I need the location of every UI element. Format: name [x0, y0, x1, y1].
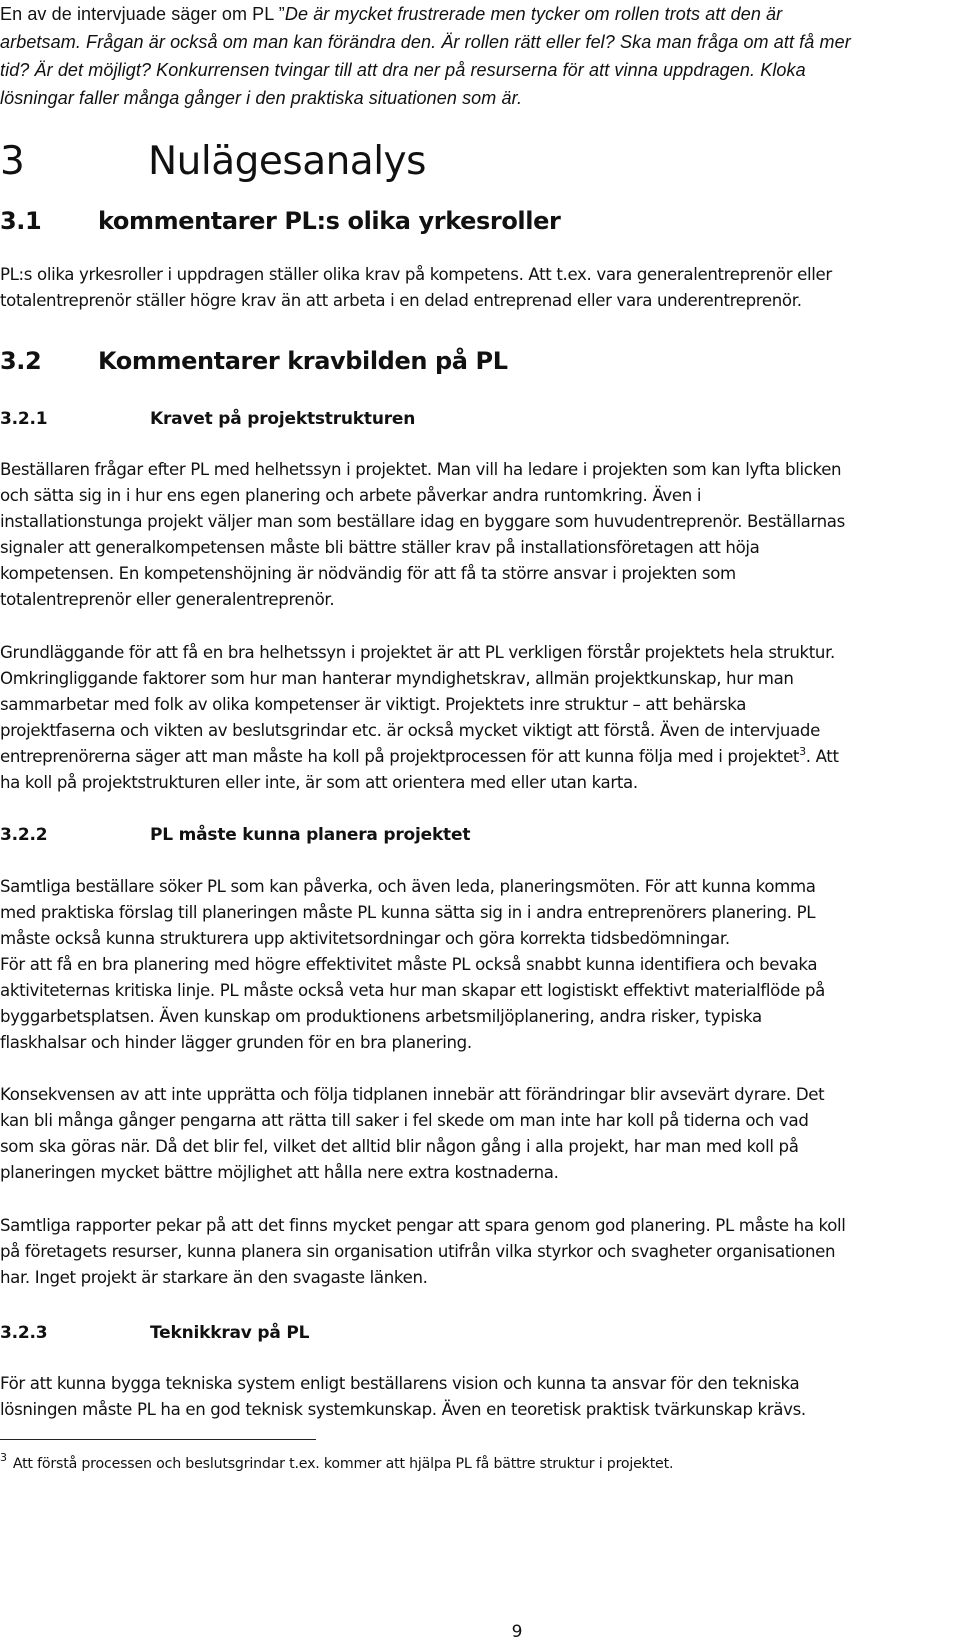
text-line: aktiviteternas kritiska linje. PL måste också veta hur man skapar ett logistiskt effektivt materialflöde på — [0, 981, 825, 1000]
text-line: med praktiska förslag till planeringen måste PL kunna sätta sig in i andra entreprenörers planering. PL — [0, 903, 816, 922]
text-line: projektfaserna och vikten av beslutsgrindar etc. är också mycket viktigt att förstå. Även de intervjuade — [0, 721, 820, 740]
footnote-mark: 3 — [0, 1451, 7, 1464]
subsection-title: PL måste kunna planera projektet — [150, 825, 471, 845]
chapter-title: Nulägesanalys — [148, 139, 426, 184]
text-line: totalentreprenör eller generalentreprenör. — [0, 590, 335, 609]
text-line: Konsekvensen av att inte upprätta och följa tidplanen innebär att förändringar blir avsevärt dyrare. Det — [0, 1085, 825, 1104]
quote-line: lösningar faller många gånger i den praktiska situationen som är. — [0, 88, 523, 108]
text-line: kompetensen. En kompetenshöjning är nödvändig för att få ta större ansvar i projekten som — [0, 564, 736, 583]
chapter-number: 3 — [0, 139, 25, 184]
section-3-2-3-paragraph-1 — [0, 1371, 958, 1423]
footnote-text: Att förstå processen och beslutsgrindar t.ex. kommer att hjälpa PL få bättre struktur i projektet. — [12, 1456, 674, 1472]
text-line: ha koll på projektstrukturen eller inte, är som att orientera med eller utan karta. — [0, 773, 638, 792]
subsection-number: 3.2.1 — [0, 409, 48, 429]
subsection-title: Teknikkrav på PL — [150, 1323, 310, 1343]
text-line: lösningen måste PL ha en god teknisk systemkunskap. Även en teoretisk praktisk tvärkunskap krävs. — [0, 1400, 806, 1419]
text-line: och sätta sig in i hur ens egen planering och arbete påverkar andra runtomkring. Även i — [0, 486, 702, 505]
subsection-heading-3-2-3 — [0, 1320, 940, 1346]
text-segment: . Att — [805, 747, 839, 766]
footnote — [0, 1453, 958, 1475]
text-line: Omkringliggande faktorer som hur man hanterar myndighetskrav, allmän projektkunskap, hur man — [0, 669, 794, 688]
section-heading-3-1 — [0, 204, 940, 238]
subsection-heading-3-2-2 — [0, 822, 940, 848]
section-3-2-2-paragraph-1 — [0, 874, 958, 1056]
text-line: För att kunna bygga tekniska system enligt beställarens vision och kunna ta ansvar för den tekniska — [0, 1374, 800, 1393]
subsection-number: 3.2.2 — [0, 825, 48, 845]
section-3-2-2-paragraph-2 — [0, 1082, 958, 1186]
text-line: signaler att generalkompetensen måste bli bättre ställer krav på installationsföretagen att höja — [0, 538, 760, 557]
quote-line: De är mycket frustrerade men tycker om rollen trots att den är — [284, 4, 783, 24]
section-title: Kommentarer kravbilden på PL — [98, 347, 508, 375]
section-title: kommentarer PL:s olika yrkesroller — [98, 207, 561, 235]
text-line: Beställaren frågar efter PL med helhetssyn i projektet. Man vill ha ledare i projekten som kan lyfta blicken — [0, 460, 842, 479]
page-number: 9 — [511, 1622, 523, 1642]
subsection-title: Kravet på projektstrukturen — [150, 409, 416, 429]
text-line: Samtliga rapporter pekar på att det finns mycket pengar att spara genom god planering. PL måste ha koll — [0, 1216, 846, 1235]
quote-line: arbetsam. Frågan är också om man kan förändra den. Är rollen rätt eller fel? Ska man fråga om att få mer — [0, 32, 851, 52]
chapter-heading — [0, 134, 940, 190]
section-number: 3.1 — [0, 207, 42, 235]
footnote-reference: 3 — [799, 745, 806, 758]
footnote-separator — [0, 1439, 316, 1440]
text-segment: entreprenörerna säger att man måste ha koll på projektprocessen för att kunna följa med i projektet — [0, 747, 800, 766]
subsection-heading-3-2-1 — [0, 406, 940, 432]
text-line: planeringen mycket bättre möjlighet att hålla nere extra kostnaderna. — [0, 1163, 559, 1182]
text-line: För att få en bra planering med högre effektivitet måste PL också snabbt kunna identifiera och bevaka — [0, 955, 818, 974]
text-line: installationstunga projekt väljer man som beställare idag en byggare som huvudentreprenör. Beställarnas — [0, 512, 845, 531]
text-line: kan bli många gånger pengarna att rätta till saker i fel skede om man inte har koll på tiderna och vad — [0, 1111, 809, 1130]
section-3-2-1-paragraph-2 — [0, 640, 958, 796]
quote-line: tid? Är det möjligt? Konkurrensen tvingar till att dra ner på resurserna för att vinna uppdragen. Kloka — [0, 60, 806, 80]
text-line: byggarbetsplatsen. Även kunskap om produktionens arbetsmiljöplanering, andra risker, typiska — [0, 1007, 762, 1026]
text-line: måste också kunna strukturera upp aktivitetsordningar och göra korrekta tidsbedömningar. — [0, 929, 730, 948]
text-line: på företagets resurser, kunna planera sin organisation utifrån vilka styrkor och svagheter organisationen — [0, 1242, 836, 1261]
intro-lead-text: En av de intervjuade säger om PL ” — [0, 4, 285, 24]
section-3-2-1-paragraph-1 — [0, 457, 958, 613]
text-line: totalentreprenör ställer högre krav än att arbeta i en delad entreprenad eller vara underentreprenör. — [0, 291, 802, 310]
intro-quote-paragraph — [0, 0, 955, 112]
subsection-number: 3.2.3 — [0, 1323, 48, 1343]
text-line: flaskhalsar och hinder lägger grunden för en bra planering. — [0, 1033, 472, 1052]
text-line: Grundläggande för att få en bra helhetssyn i projektet är att PL verkligen förstår projektets hela struktur. — [0, 643, 835, 662]
text-line-with-footnote-ref — [0, 744, 958, 770]
section-number: 3.2 — [0, 347, 42, 375]
text-line: som ska göras när. Då det blir fel, vilket det alltid blir någon gång i alla projekt, har man med koll på — [0, 1137, 799, 1156]
text-line: Samtliga beställare söker PL som kan påverka, och även leda, planeringsmöten. För att kunna komma — [0, 877, 816, 896]
text-line: har. Inget projekt är starkare än den svagaste länken. — [0, 1268, 428, 1287]
section-3-1-paragraph — [0, 262, 958, 314]
text-line: sammarbetar med folk av olika kompetenser är viktigt. Projektets inre struktur – att behärska — [0, 695, 747, 714]
section-3-2-2-paragraph-3 — [0, 1213, 958, 1291]
text-line: PL:s olika yrkesroller i uppdragen ställer olika krav på kompetens. Att t.ex. vara generalentreprenör eller — [0, 265, 832, 284]
section-heading-3-2 — [0, 344, 940, 378]
